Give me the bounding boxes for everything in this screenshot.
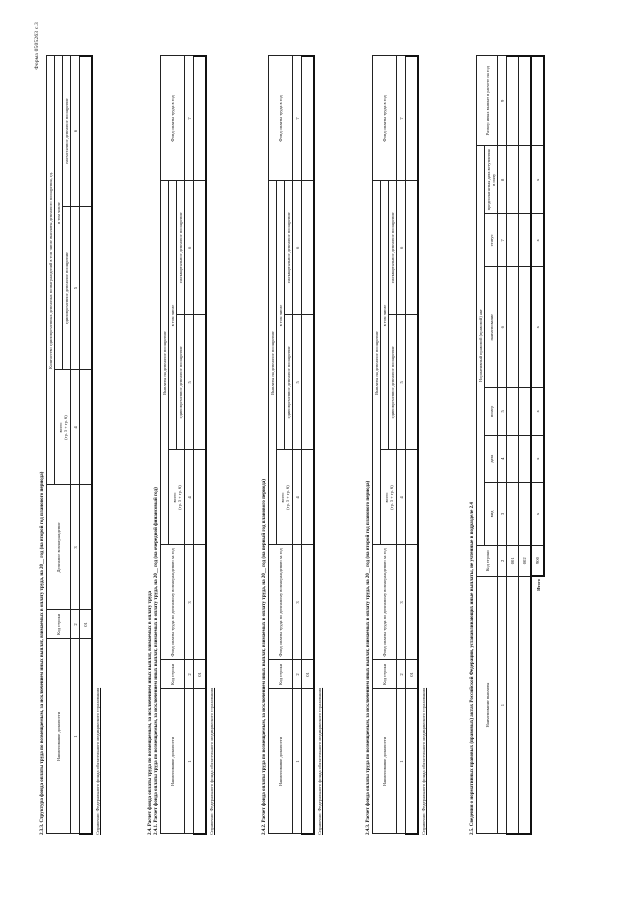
- header-quantity: Количество единовременных денежных вознаграждений в том числе выплаты денежного поощрения, ед.: [47, 56, 55, 485]
- table-cell[interactable]: [519, 56, 532, 146]
- table-cell[interactable]: [507, 146, 519, 214]
- header-code: Код строки: [47, 610, 71, 639]
- table-2-4-2: [268, 55, 315, 835]
- header-name: Наименование выплаты: [477, 576, 498, 834]
- col-number: 4: [397, 450, 406, 545]
- header-one-time: единовременное денежное поощрение: [285, 315, 293, 450]
- row-code: 01: [302, 660, 315, 689]
- row-code: 01: [406, 660, 419, 689]
- header-code: Код строки: [269, 660, 293, 689]
- table-cell[interactable]: [194, 689, 207, 834]
- table-cell[interactable]: [531, 56, 544, 146]
- table-cell[interactable]: [194, 181, 207, 315]
- section-2-5: [470, 55, 545, 835]
- table-cell[interactable]: [406, 56, 419, 181]
- col-number: 6: [185, 181, 194, 315]
- header-expiry: предполагаемая дата вступления в силу: [485, 146, 498, 214]
- col-number: 3: [293, 545, 302, 660]
- section-title: 2.4. Расчет фонда оплаты труда по возмещаемым, за исключением иных выплат, взимаемых в оплату труда: [148, 590, 153, 835]
- x-mark: x: [531, 435, 544, 482]
- header-extra: ежеквартальное денежное поощрение: [177, 181, 185, 315]
- col-number: 5: [498, 388, 507, 435]
- header-in-that: в том числе: [169, 181, 177, 450]
- total-label: Итого: [535, 579, 541, 591]
- x-mark: x: [531, 214, 544, 267]
- header-in-that: в том числе: [381, 181, 389, 450]
- header-type: вид: [485, 482, 498, 545]
- section-title: 2.4.2. Расчет фонда оплаты труда по возмещаемым, за исключением иных выплат, взимаемых в оплату труда, на 20__ год (на первый год планового периода): [262, 479, 267, 835]
- header-number: номер: [485, 388, 498, 435]
- table-cell[interactable]: [519, 214, 532, 267]
- table-cell[interactable]: [302, 181, 315, 315]
- col-number: 7: [185, 56, 194, 181]
- row-code: 002: [519, 546, 532, 577]
- row-code: 001: [507, 546, 519, 577]
- table-cell[interactable]: [406, 689, 419, 834]
- form-code: Форма 0505263 с.3: [34, 22, 40, 70]
- table-2-3-3: [46, 55, 93, 835]
- table-cell[interactable]: [507, 576, 519, 834]
- reference-note: Справочно: Федерального фонда обязательного медицинского страхования: [317, 687, 322, 835]
- table-cell[interactable]: [302, 56, 315, 181]
- total-code: 900: [531, 546, 544, 577]
- col-number: 6: [498, 267, 507, 388]
- col-number: 5: [397, 315, 406, 450]
- header-code: Код строки: [477, 546, 498, 577]
- header-one-time: единовременное денежное поощрение: [389, 315, 397, 450]
- header-fund: Фонд оплаты труда по денежному вознаграждению за год: [161, 545, 185, 660]
- section-title: 2.4.3. Расчет фонда оплаты труда по возмещаемым, за исключением иных выплат, взимаемых в оплату труда, на 20__ год (на второй год планового периода): [366, 480, 371, 835]
- table-cell[interactable]: [406, 315, 419, 450]
- table-cell[interactable]: [507, 214, 519, 267]
- col-number: 2: [397, 660, 406, 689]
- col-number: 3: [498, 482, 507, 545]
- col-number: 5: [71, 206, 80, 370]
- col-number: 5: [293, 315, 302, 450]
- section-2-4-1: [148, 55, 214, 835]
- row-code: 01: [194, 660, 207, 689]
- table-cell[interactable]: [302, 689, 315, 834]
- table-cell[interactable]: [406, 450, 419, 545]
- col-number: 3: [397, 545, 406, 660]
- table-2-4-1: [160, 55, 207, 835]
- x-mark: x: [531, 482, 544, 545]
- table-cell[interactable]: [194, 450, 207, 545]
- table-cell[interactable]: [507, 56, 519, 146]
- table-cell[interactable]: [507, 388, 519, 435]
- table-2-5: [476, 55, 545, 835]
- x-mark: x: [531, 388, 544, 435]
- header-total: всего (гр. 5 + гр. 6): [277, 450, 293, 545]
- col-number: 3: [71, 485, 80, 610]
- table-cell[interactable]: [519, 576, 532, 834]
- col-number: 7: [397, 56, 406, 181]
- table-cell[interactable]: [406, 181, 419, 315]
- header-amount: Размер иных выплат в расчете на год: [477, 56, 498, 146]
- col-number: 2: [293, 660, 302, 689]
- table-cell[interactable]: [406, 545, 419, 660]
- col-number: 1: [498, 576, 507, 834]
- section-2-4-2: [262, 55, 322, 835]
- table-cell[interactable]: [194, 56, 207, 181]
- header-title: наименование: [485, 267, 498, 388]
- header-cash: Денежное вознаграждение: [47, 485, 71, 610]
- col-number: 4: [293, 450, 302, 545]
- col-number: 8: [498, 146, 507, 214]
- header-one-time: единовременное денежное поощрение: [63, 206, 71, 370]
- col-number: 7: [293, 56, 302, 181]
- col-number: 2: [185, 660, 194, 689]
- header-act: Нормативный правовой (правовой) акт: [477, 146, 485, 546]
- header-status: статус: [485, 214, 498, 267]
- col-number: 2: [71, 610, 80, 639]
- table-cell[interactable]: [194, 545, 207, 660]
- col-number: 4: [185, 450, 194, 545]
- header-extra: ежемесячное денежное поощрение: [63, 56, 71, 206]
- col-number: 3: [185, 545, 194, 660]
- table-cell[interactable]: [519, 146, 532, 214]
- col-number: 6: [293, 181, 302, 315]
- header-fund-year: Фонд оплаты труда в год: [373, 56, 397, 181]
- header-name: Наименование должности: [269, 689, 293, 834]
- header-fund-year: Фонд оплаты труда в год: [161, 56, 185, 181]
- reference-note: Справочно: Федерального фонда обязательного медицинского страхования: [421, 687, 426, 835]
- header-name: Наименование должности: [47, 639, 71, 834]
- x-mark: x: [531, 146, 544, 214]
- header-one-time: единовременное денежное поощрение: [177, 315, 185, 450]
- x-mark: x: [531, 267, 544, 388]
- col-number: 1: [71, 639, 80, 834]
- table-cell[interactable]: [80, 485, 93, 610]
- table-cell[interactable]: [519, 388, 532, 435]
- table-2-4-3: [372, 55, 419, 835]
- header-fund: Фонд оплаты труда по денежному вознаграждению за год: [269, 545, 293, 660]
- section-2-3-3: [40, 55, 100, 835]
- header-code: Код строки: [373, 660, 397, 689]
- table-cell[interactable]: [80, 370, 93, 485]
- table-cell[interactable]: [80, 206, 93, 370]
- col-number: 1: [293, 689, 302, 834]
- table-cell[interactable]: [302, 315, 315, 450]
- table-cell[interactable]: [519, 435, 532, 482]
- col-number: 6: [71, 56, 80, 206]
- table-cell[interactable]: [302, 450, 315, 545]
- table-cell[interactable]: [507, 482, 519, 545]
- table-cell[interactable]: [194, 315, 207, 450]
- header-name: Наименование должности: [373, 689, 397, 834]
- table-cell[interactable]: [80, 56, 93, 206]
- col-number: 9: [498, 56, 507, 146]
- reference-note: Справочно: Федерального фонда обязательного медицинского страхования: [95, 687, 100, 835]
- header-payments: Выплаты на денежное поощрение: [269, 181, 277, 545]
- table-cell[interactable]: [507, 267, 519, 388]
- reference-note: Справочно: Федерального фонда обязательного медицинского страхования: [209, 687, 214, 835]
- col-number: 1: [397, 689, 406, 834]
- header-in-that: в том числе: [277, 181, 285, 450]
- header-name: Наименование должности: [161, 689, 185, 834]
- col-number: 7: [498, 214, 507, 267]
- col-number: 2: [498, 546, 507, 577]
- header-payments: Выплаты на денежное поощрение: [373, 181, 381, 545]
- col-number: 4: [71, 370, 80, 485]
- section-title: 2.3.3. Структура фонда оплаты труда по возмещаемым, за исключением иных выплат, взимаемых в оплату труда, на 20__ год (на второй год планового периода): [40, 471, 45, 835]
- table-cell[interactable]: [519, 267, 532, 388]
- table-cell[interactable]: [302, 545, 315, 660]
- table-cell[interactable]: [507, 435, 519, 482]
- header-in-that: в том числе: [55, 56, 63, 370]
- header-payments: Выплаты на денежное поощрение: [161, 181, 169, 545]
- section-2-4-3: [366, 55, 426, 835]
- table-cell[interactable]: [80, 639, 93, 834]
- section-title: 2.5. Сведения о нормативных правовых (правовых) актах Российской Федерации, устанавливающих иные выплаты, не учтенные в подразделе 2.4: [470, 502, 475, 835]
- header-fund: Фонд оплаты труда по денежному вознаграждению за год: [373, 545, 397, 660]
- col-number: 6: [397, 181, 406, 315]
- col-number: 5: [185, 315, 194, 450]
- header-extra: ежеквартальное денежное поощрение: [389, 181, 397, 315]
- header-total: всего (гр. 5 + гр. 6): [381, 450, 397, 545]
- header-total: всего (гр. 5 + гр. 6): [169, 450, 185, 545]
- header-total: всего (гр. 5 + гр. 6): [55, 370, 71, 485]
- row-code: 01: [80, 610, 93, 639]
- table-cell[interactable]: [519, 482, 532, 545]
- header-extra: ежеквартальное денежное поощрение: [285, 181, 293, 315]
- header-code: Код строки: [161, 660, 185, 689]
- col-number: 4: [498, 435, 507, 482]
- header-fund-year: Фонд оплаты труда в год: [269, 56, 293, 181]
- section-subtitle: 2.4.1. Расчет фонда оплаты труда по возмещаемым, за исключением иных выплат, взимаемых в оплату труда, на 20__ год (на очередной финансовый год): [154, 487, 159, 835]
- col-number: 1: [185, 689, 194, 834]
- header-date: дата: [485, 435, 498, 482]
